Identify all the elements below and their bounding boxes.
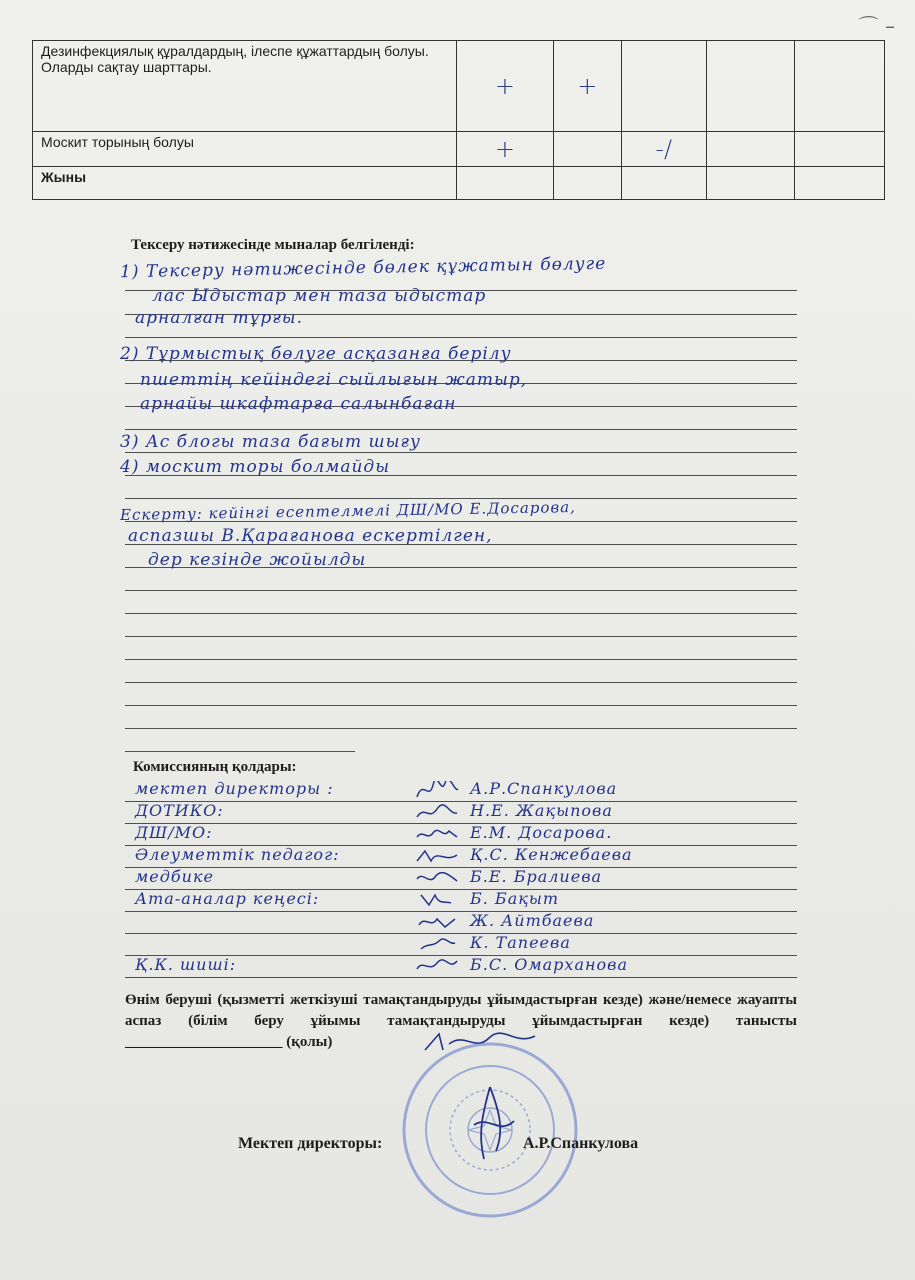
signature-role: ДОТИКО:	[135, 801, 224, 820]
signature-row	[125, 867, 797, 890]
signature-blank: _____________________	[125, 1034, 283, 1050]
director-name: А.Р.Спанкулова	[523, 1135, 639, 1152]
mark-cell: +	[456, 132, 553, 167]
mark-cell	[553, 132, 621, 167]
handwritten-line: арналған тұрғы.	[135, 308, 304, 328]
mark-cell	[706, 41, 794, 132]
signature-name: А.Р.Спанкулова	[470, 779, 618, 798]
signature-scribble	[415, 913, 459, 931]
signature-label: (қолы)	[286, 1034, 333, 1050]
director-signature	[460, 1085, 520, 1165]
mark-cell	[795, 167, 885, 200]
row-label: Жыны	[33, 167, 457, 200]
signature-row	[125, 823, 797, 846]
signature-scribble	[415, 869, 459, 887]
handwritten-line: Ескерту: кейінгі есептелмелі ДШ/МО Е.Досарова,	[119, 498, 577, 524]
signature-row	[125, 779, 797, 802]
signature-scribble	[415, 825, 459, 843]
director-label: Мектеп директоры:	[238, 1135, 383, 1152]
signature-name: Н.Е. Жақыпова	[470, 801, 613, 820]
signature-row	[125, 801, 797, 824]
row-label: Москит торының болуы	[33, 132, 457, 167]
signature-role: Қ.К. шиші:	[135, 955, 237, 974]
signature-role: Ата-аналар кеңесі:	[135, 889, 320, 908]
signature-name: Ж. Айтбаева	[470, 911, 595, 930]
handwritten-line: 4) москит торы болмайды	[120, 457, 391, 477]
signature-name: К. Тапеева	[470, 933, 571, 952]
table-row	[33, 41, 885, 132]
mark-cell	[553, 167, 621, 200]
mark-cell: -/	[621, 132, 706, 167]
signature-role: медбике	[135, 867, 214, 886]
signature-scribble	[415, 803, 459, 821]
handwritten-line: 1) Тексеру нәтижесінде бөлек құжатын бөлуге	[119, 253, 607, 283]
mark-cell	[621, 167, 706, 200]
mark-cell	[706, 167, 794, 200]
mark-cell: +	[553, 41, 621, 132]
signature-row	[125, 911, 797, 934]
handwritten-line: лас Ыдыстар мен таза ыдыстар	[152, 286, 487, 306]
signature-role: Әлеуметтік педагог:	[135, 845, 340, 864]
table-row	[33, 132, 885, 167]
mark-cell	[706, 132, 794, 167]
mark-cell	[795, 132, 885, 167]
mark-cell	[621, 41, 706, 132]
checklist-table	[32, 40, 885, 200]
signature-row	[125, 955, 797, 978]
signature-scribble	[415, 781, 459, 799]
signature-row	[125, 889, 797, 912]
signature-name: Б.Е. Бралиева	[470, 867, 603, 886]
signature-scribble	[415, 957, 459, 975]
signature-role: мектеп директоры :	[135, 779, 334, 798]
mark-cell	[795, 41, 885, 132]
signature-role: ДШ/МО:	[135, 823, 213, 842]
commission-heading: Комиссияның қолдары:	[133, 759, 297, 775]
handwritten-line: 3) Ас блогы таза бағыт шығу	[120, 432, 421, 452]
mark-cell	[456, 167, 553, 200]
signature-scribble	[415, 891, 459, 909]
handwritten-line: аспазшы В.Қарағанова ескертілген,	[128, 526, 493, 546]
signature-name: Қ.С. Кенжебаева	[470, 845, 633, 864]
corner-mark: ⌒ –	[858, 14, 895, 38]
signature-row	[125, 933, 797, 956]
acknowledgement-text: Өнім беруші (қызметті жеткізуші тамақтандыруды ұйымдастырған кезде) және/немесе жауапты аспаз (білім беру ұйымы тамақтандыруды ұйымдастырған кезде) танысты	[125, 992, 797, 1029]
signature-scribble	[415, 935, 459, 953]
table-row	[33, 167, 885, 200]
handwritten-line: дер кезінде жойылды	[148, 550, 367, 570]
signature-name: Б.С. Омарханова	[470, 955, 629, 974]
findings-heading: Тексеру нәтижесінде мыналар белгіленді:	[131, 237, 415, 253]
mark-cell: +	[456, 41, 553, 132]
handwritten-line: 2) Тұрмыстық бөлуге асқазанға берілу	[120, 344, 512, 364]
handwritten-line: пшеттің кейіндегі сыйлығын жатыр,	[140, 370, 528, 390]
handwritten-line: арнайы шкафтарға салынбаған	[140, 394, 457, 414]
signature-name: Б. Бақыт	[470, 889, 560, 908]
row-label: Дезинфекциялық құралдардың, ілеспе құжаттардың болуы. Оларды сақтау шарттары.	[33, 41, 457, 132]
signature-name: Е.М. Досарова.	[470, 823, 613, 842]
signature-scribble	[415, 847, 459, 865]
signature-row	[125, 845, 797, 868]
